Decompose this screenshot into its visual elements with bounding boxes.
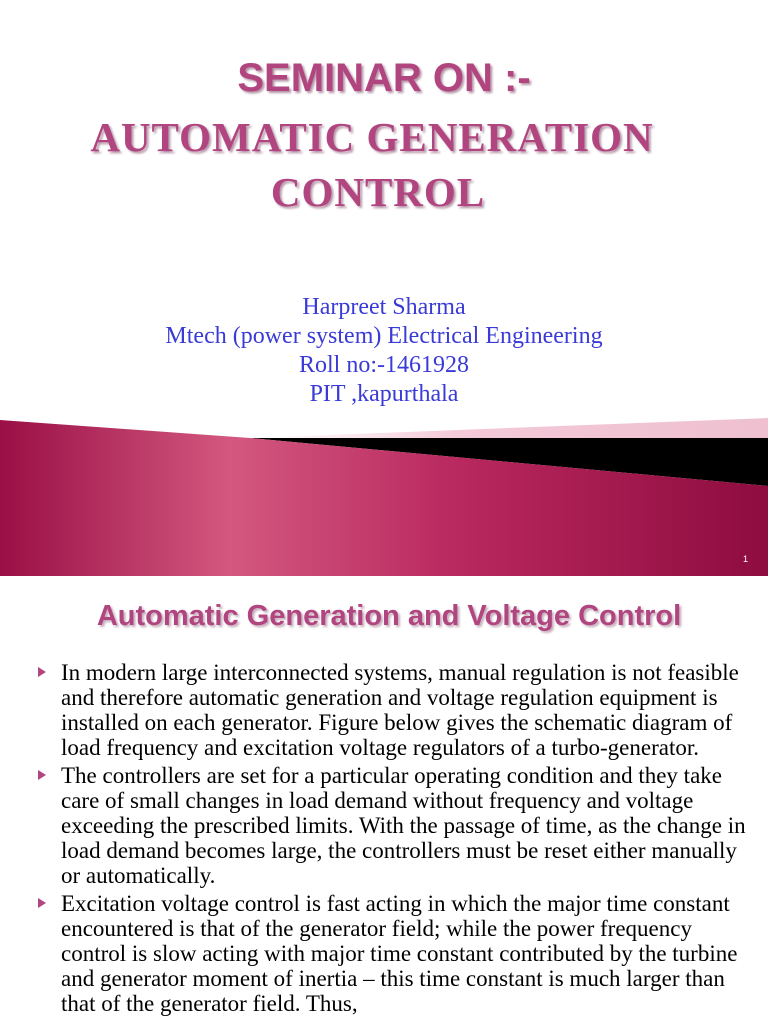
bullet-text: In modern large interconnected systems, manual regulation is not feasible and therefore automatic generation and voltage regulation equipment is installed on each generator. Figure below gives the schematic diagram of load frequency and excitation voltage regulators of a turbo-generator. — [61, 660, 739, 760]
bullet-text: The controllers are set for a particular operating condition and they take care of small changes in load demand without frequency and voltage exceeding the prescribed limits. With the passage of time, as the change in load demand becomes large, the controllers must be reset either manually or automatically. — [61, 763, 746, 888]
triangle-bullet-icon — [38, 770, 46, 780]
triangle-bullet-icon — [38, 667, 46, 677]
bullet-item — [38, 660, 758, 760]
bullet-item — [38, 763, 758, 888]
decorative-banner — [0, 410, 768, 576]
bullet-list — [38, 660, 758, 1019]
author-name: Harpreet Sharma — [302, 294, 466, 320]
triangle-bullet-icon — [38, 898, 46, 908]
author-roll-number: Roll no:-1461928 — [298, 352, 469, 378]
slide-1-title-line-3: CONTROL — [270, 169, 486, 215]
slide-1-title-line-1: SEMINAR ON :- — [237, 56, 531, 100]
author-block — [0, 293, 768, 409]
bullet-item — [38, 891, 758, 1016]
slide-2-title: Automatic Generation and Voltage Control — [96, 600, 682, 632]
slide-2 — [0, 576, 768, 1024]
bullet-text: Excitation voltage control is fast acting in which the major time constant encountered is that of the generator field; while the power frequency control is slow acting with major time constant contributed by the turbine and generator moment of inertia – this time constant is much larger than that of the generator field. Thus, — [61, 891, 738, 1016]
author-institute: PIT ,kapurthala — [309, 381, 459, 407]
author-course: Mtech (power system) Electrical Engineering — [165, 323, 603, 349]
slide-number: 1 — [742, 554, 748, 564]
slide-1-title-line-2: AUTOMATIC GENERATION — [90, 114, 654, 160]
